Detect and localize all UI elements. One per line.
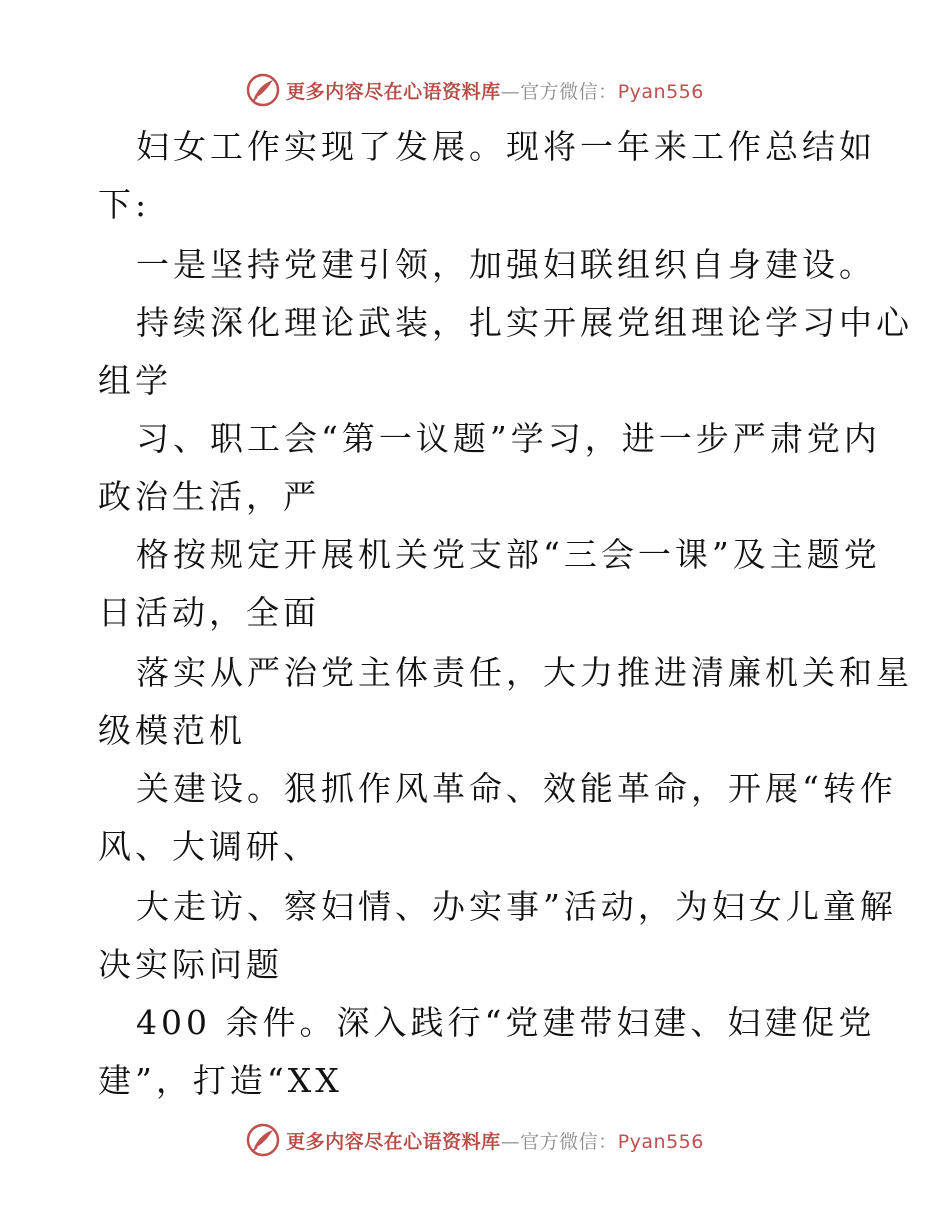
body-line: 大走访、察妇情、办实事”活动，为妇女儿童解: [136, 887, 897, 926]
body-line: 日活动，全面: [98, 593, 320, 632]
body-line: 政治生活，严: [98, 477, 320, 516]
body-line: 风、大调研、: [98, 827, 320, 866]
header-banner-text: [286, 77, 704, 104]
footer-banner-brand: 更多内容尽在心语资料库: [286, 1130, 501, 1153]
header-banner-dash: —: [500, 80, 521, 103]
quill-pen-logo-icon: [246, 1123, 280, 1157]
body-line: 级模范机: [98, 711, 246, 750]
footer-banner-wechat-id: Pyan556: [617, 1130, 704, 1153]
body-line: 下:: [98, 185, 151, 224]
body-line: 400 余件。深入践行“党建带妇建、妇建促党: [136, 1003, 876, 1042]
header-banner-brand: 更多内容尽在心语资料库: [286, 80, 501, 103]
header-watermark-banner: [0, 70, 950, 110]
body-line: 妇女工作实现了发展。现将一年来工作总结如: [136, 127, 876, 166]
footer-banner-wechat-label: 官方微信：: [520, 1130, 618, 1153]
body-line: 落实从严治党主体责任，大力推进清廉机关和星: [136, 653, 913, 692]
body-line: 建”，打造“XX: [98, 1061, 343, 1100]
body-line: 习、职工会“第一议题”学习，进一步严肃党内: [136, 419, 881, 458]
footer-banner-text: [286, 1127, 704, 1154]
body-line: 组学: [98, 361, 172, 400]
body-line: 持续深化理论武装，扎实开展党组理论学习中心: [136, 303, 913, 342]
body-line: 一是坚持党建引领，加强妇联组织自身建设。: [136, 245, 876, 284]
footer-banner-dash: —: [500, 1130, 521, 1153]
body-line: 格按规定开展机关党支部“三会一课”及主题党: [136, 535, 881, 574]
footer-watermark-banner: [0, 1120, 950, 1160]
body-line: 关建设。狠抓作风革命、效能革命，开展“转作: [136, 769, 897, 808]
body-line: 决实际问题: [98, 945, 283, 984]
header-banner-wechat-id: Pyan556: [617, 80, 704, 103]
quill-pen-logo-icon: [246, 73, 280, 107]
header-banner-wechat-label: 官方微信：: [520, 80, 618, 103]
